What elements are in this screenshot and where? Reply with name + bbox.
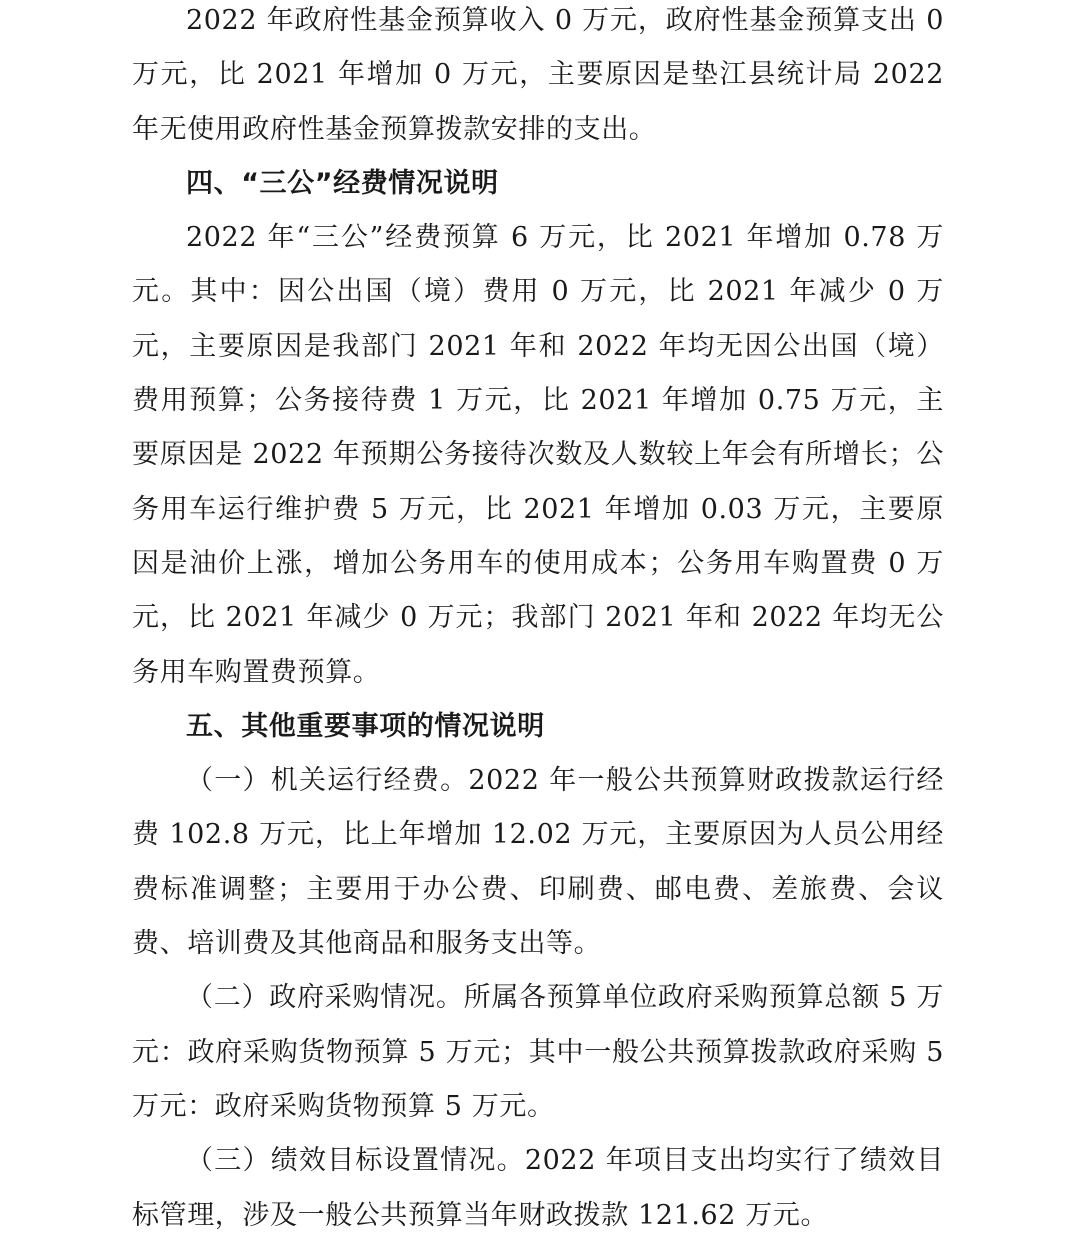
paragraph-three-public-expenses: 2022 年“三公”经费预算 6 万元，比 2021 年增加 0.78 万元。其中：因公出国（境）费用 0 万元，比 2021 年减少 0 万元，主要原因是我部门 2021 年和 2022 年均无因公出国（境）费用预算；公务接待费 1 万元，比 2021 年增加 0.75 万元，主要原因是 2022 年预期公务接待次数及人数较上年会有所增长；公务用车运行维护费 5 万元，比 2021 年增加 0.03 万元，主要原因是油价上涨，增加公务用车的使用成本；公务用车购置费 0 万元，比 2021 年减少 0 万元；我部门 2021 年和 2022 年均无公务用车购置费预算。 — [132, 222, 944, 688]
section-heading-three-public-expenses: 四、“三公”经费情况说明 — [186, 167, 499, 199]
paragraph-government-fund-budget: 2022 年政府性基金预算收入 0 万元，政府性基金预算支出 0 万元，比 2021 年增加 0 万元，主要原因是垫江县统计局 2022 年无使用政府性基金预算拨款安排的支出。 — [132, 5, 944, 145]
subsection-body-operating-expenses: 2022 年一般公共预算财政拨款运行经费 102.8 万元，比上年增加 12.02 万元，主要原因为人员公用经费标准调整；主要用于办公费、印刷费、邮电费、差旅费、会议费、培训费及其他商品和服务支出等。 — [132, 765, 944, 960]
subsection-title-performance-targets: （三）绩效目标设置情况。 — [186, 1145, 525, 1177]
paragraph-operating-expenses — [132, 754, 944, 971]
subsection-body-performance-targets: 2022 年项目支出均实行了绩效目标管理，涉及一般公共预算当年财政拨款 121.62 万元。 — [132, 1145, 945, 1231]
section-heading-other-matters: 五、其他重要事项的情况说明 — [186, 710, 545, 742]
document-page — [132, 0, 944, 1243]
paragraph-performance-targets — [132, 1134, 944, 1243]
paragraph-government-procurement — [132, 971, 944, 1134]
subsection-title-operating-expenses: （一）机关运行经费。 — [186, 765, 469, 797]
subsection-title-government-procurement: （二）政府采购情况。 — [186, 982, 464, 1014]
subsection-body-government-procurement: 所属各预算单位政府采购预算总额 5 万元：政府采购货物预算 5 万元；其中一般公共预算拨款政府采购 5 万元：政府采购货物预算 5 万元。 — [132, 982, 944, 1122]
